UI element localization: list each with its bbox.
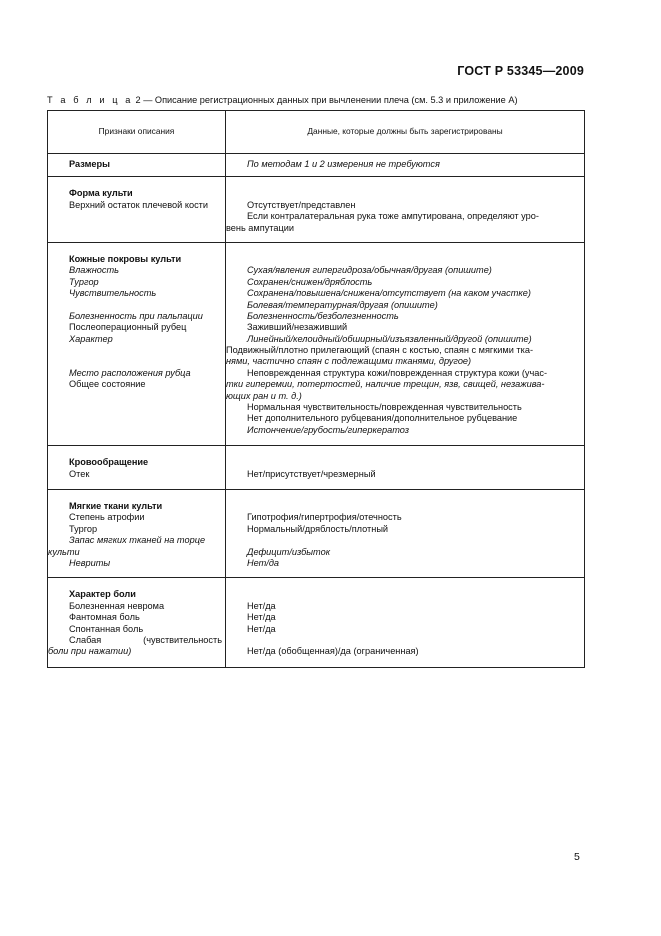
item-scar-location: Место расположения рубца [69, 367, 191, 378]
value-painful-neuroma: Нет/да [247, 600, 276, 611]
item-general-state: Общее состояние [69, 379, 146, 390]
value-skin-structure-a: Неповрежденная структура кожи/поврежденная структура кожи (учас- [247, 367, 548, 378]
item-painful-neuroma: Болезненная неврома [69, 600, 165, 611]
value-general-state: Истончение/грубость/гиперкератоз [247, 424, 410, 435]
item-weak-pain-b: боли при нажатии) [48, 646, 132, 657]
column-header-features: Признаки описания [48, 111, 226, 154]
item-sensitivity: Чувствительность [69, 288, 157, 299]
section-title-krovo: Кровообращение [69, 457, 149, 468]
value-contralateral-a: Если контралатеральная рука тоже ампутирована, определяют уро- [247, 211, 539, 222]
value-edema: Нет/присутствует/чрезмерный [247, 468, 376, 479]
item-edema: Отек [69, 468, 90, 479]
item-atrophy: Степень атрофии [69, 512, 145, 523]
table-header-row [48, 111, 585, 154]
item-moisture: Влажность [69, 265, 119, 276]
table-caption [47, 95, 518, 105]
item-palpation-pain: Болезненность при пальпации [69, 310, 203, 321]
value-character: Линейный/келоидный/обширный/изъязвленный/другой (опишите) [247, 333, 532, 344]
value-palpation-pain: Болезненность/безболезненность [247, 310, 399, 321]
value-scar-sensitivity: Нормальная чувствительность/поврежденная чувствительность [247, 402, 522, 413]
table-caption-label: Т а б л и ц а [47, 95, 133, 105]
value-skin-structure-c: ющих ран и т. д.) [226, 390, 302, 401]
table-row-bol [48, 578, 585, 667]
item-spontaneous-pain: Спонтанная боль [69, 623, 144, 634]
table-row-kozha [48, 242, 585, 445]
value-upper-humerus: Отсутствует/представлен [247, 199, 356, 210]
value-contralateral-b: вень ампутации [226, 222, 295, 233]
section-title-razmery: Размеры [69, 159, 110, 169]
item-upper-humerus: Верхний остаток плечевой кости [69, 199, 209, 210]
section-title-myagkie: Мягкие ткани культи [69, 500, 163, 511]
value-moisture: Сухая/явления гипергидроза/обычная/другая (опишите) [247, 265, 492, 276]
item-phantom-pain: Фантомная боль [69, 612, 140, 623]
item-weak-pain-a: Слабая (чувствительность [69, 634, 222, 645]
section-title-forma: Форма культи [69, 188, 133, 199]
value-sensitivity: Сохранена/повышена/снижена/отсутствует (на каком участке) [247, 288, 531, 299]
page-number: 5 [574, 851, 580, 863]
item-soft-turgor: Тургор [69, 523, 98, 534]
value-skin-structure-b: тки гиперемии, потертостей, наличие трещин, язв, свищей, незажива- [226, 379, 545, 390]
document-id: ГОСТ Р 53345—2009 [457, 64, 584, 78]
value-phantom-pain: Нет/да [247, 612, 276, 623]
item-turgor: Тургор [69, 276, 99, 287]
value-postop-scar: Заживший/незаживший [247, 322, 348, 333]
value-mobility-b: нями, частично спаян с подлежащими тканями, другое) [226, 356, 472, 367]
item-neuritis: Невриты [69, 557, 111, 568]
value-mobility-a: Подвижный/плотно прилегающий (спаян с костью, спаян с мягкими тка- [226, 345, 534, 356]
table-row-krovo [48, 446, 585, 490]
column-header-data: Данные, которые должны быть зарегистрированы [226, 111, 585, 154]
value-turgor: Сохранен/снижен/дряблость [247, 276, 373, 287]
value-sensitivity-type: Болевая/температурная/другая (опишите) [247, 299, 438, 310]
registration-data-table [47, 110, 585, 668]
table-row-myagkie [48, 489, 585, 577]
value-atrophy: Гипотрофия/гипертрофия/отечность [247, 512, 402, 523]
value-weak-pain: Нет/да (обобщенная)/да (ограниченная) [247, 646, 419, 657]
value-spontaneous-pain: Нет/да [247, 623, 276, 634]
table-row-razmery [48, 154, 585, 177]
value-tissue-reserve: Дефицит/избыток [247, 546, 331, 557]
value-extra-scarring: Нет дополнительного рубцевания/дополнительное рубцевание [247, 413, 518, 424]
item-tissue-reserve-b: культи [48, 546, 80, 557]
section-title-kozha: Кожные покровы культи [69, 253, 182, 264]
value-soft-turgor: Нормальный/дряблость/плотный [247, 523, 389, 534]
table-caption-text: 2 — Описание регистрационных данных при вычленении плеча (см. 5.3 и приложение А) [135, 95, 518, 105]
value-neuritis: Нет/да [247, 557, 280, 568]
value-razmery: По методам 1 и 2 измерения не требуются [247, 159, 440, 169]
item-postop-scar: Послеоперационный рубец [69, 322, 187, 333]
table-row-forma [48, 177, 585, 243]
item-character: Характер [69, 333, 113, 344]
item-tissue-reserve-a: Запас мягких тканей на торце [69, 535, 206, 546]
section-title-bol: Характер боли [69, 589, 136, 600]
